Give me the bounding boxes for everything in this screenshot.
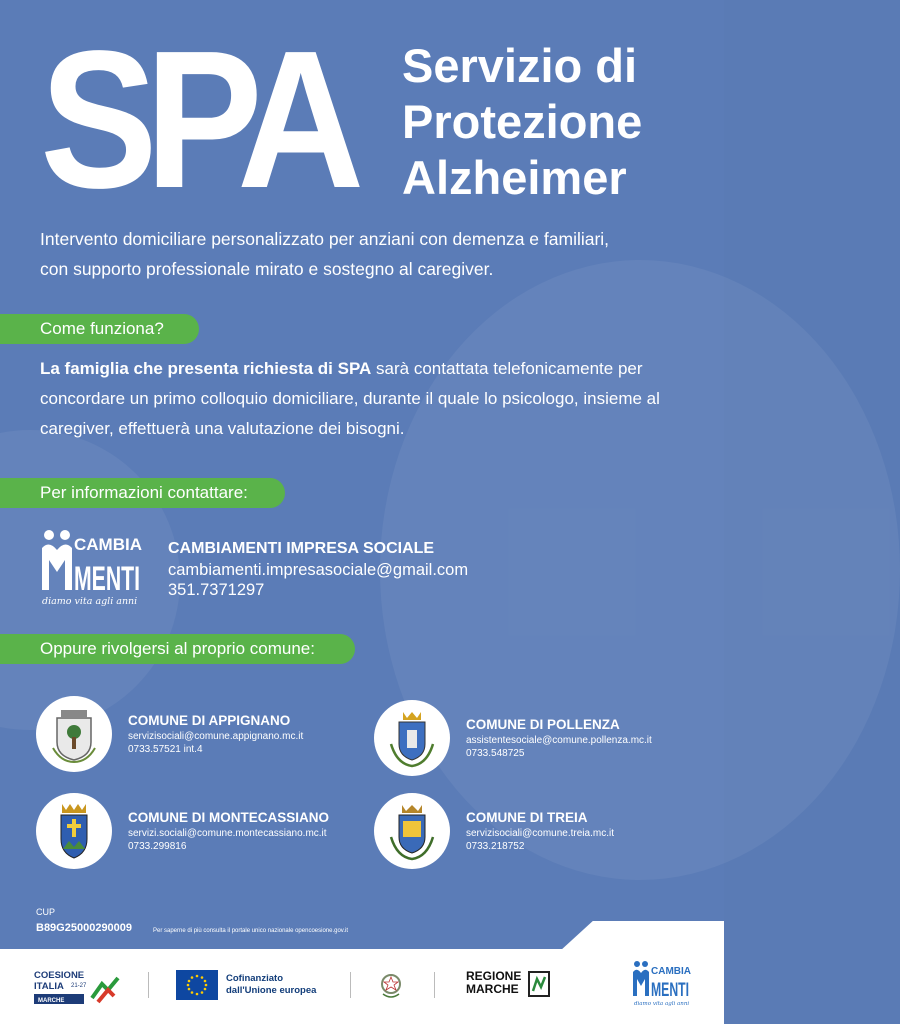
pollenza-crest-icon: [374, 700, 450, 776]
eu-line1: Cofinanziato: [226, 973, 283, 984]
coesione-region: MARCHE: [38, 998, 65, 1004]
how-it-works-label: Come funziona?: [0, 314, 199, 344]
logo-word1: CAMBIA: [74, 535, 142, 554]
logo-tagline: diamo vita agli anni: [42, 596, 138, 607]
regione-marche-emblem-icon: [528, 971, 550, 997]
cambiamenti-logo: [40, 528, 150, 608]
footer-divider: [350, 972, 351, 998]
comune-appignano: [36, 696, 303, 772]
how-rest-text: sarà contattata telefonicamente per concordare un primo colloquio domiciliare, durante il quale lo psicologo, insieme al caregiver, effettuerà una valutazione dei bisogni.: [40, 359, 660, 438]
cup-note: Per saperne di più consulta il portale unico nazionale opencoesione.gov.it: [153, 928, 349, 934]
italian-republic-emblem-icon: [378, 970, 404, 1000]
cambiamenti-footer-logo: [632, 960, 692, 1008]
footer-divider: [148, 972, 149, 998]
cm-footer-word1: CAMBIA: [651, 966, 691, 977]
comune-name: COMUNE DI TREIA: [466, 810, 588, 825]
regione-marche-logo: [466, 970, 521, 996]
intro-line: Intervento domiciliare personalizzato per anziani con demenza e familiari,: [40, 229, 610, 249]
page-title: [402, 38, 712, 206]
coesione-italia-logo: [34, 968, 144, 1006]
comune-email[interactable]: assistentesociale@comune.pollenza.mc.it: [466, 735, 652, 746]
title-line: Alzheimer: [402, 151, 627, 204]
comune-phone[interactable]: 0733.57521 int.4: [128, 744, 203, 755]
regione-line1: REGIONE: [466, 969, 522, 983]
comune-pollenza: [374, 700, 652, 776]
eu-flag-icon: [176, 970, 218, 1000]
cup-code: B89G25000290009: [36, 922, 133, 934]
coesione-years: 21-27: [71, 983, 87, 989]
intro-line: con supporto professionale mirato e sostegno al caregiver.: [40, 259, 494, 279]
intro-text: [40, 224, 700, 284]
contact-phone[interactable]: 351.7371297: [168, 581, 265, 599]
how-it-works-text: [40, 354, 700, 444]
title-line: Servizio di: [402, 39, 638, 92]
spa-logo: SPA: [40, 10, 352, 229]
comune-email[interactable]: servizisociali@comune.treia.mc.it: [466, 828, 614, 839]
cm-footer-tagline: diamo vita agli anni: [634, 1001, 690, 1007]
comune-montecassiano: [36, 793, 329, 869]
coesione-line1: COESIONE: [34, 970, 85, 981]
comune-email[interactable]: servizisociali@comune.appignano.mc.it: [128, 731, 304, 742]
info-label: Per informazioni contattare:: [0, 478, 285, 508]
comune-phone[interactable]: 0733.299816: [128, 841, 187, 852]
regione-line2: MARCHE: [466, 982, 519, 996]
coesione-line2: ITALIA: [34, 981, 64, 992]
comune-email[interactable]: servizi.sociali@comune.montecassiano.mc.it: [128, 828, 327, 839]
comune-phone[interactable]: 0733.548725: [466, 748, 525, 759]
contact-email[interactable]: cambiamenti.impresasociale@gmail.com: [168, 561, 469, 579]
title-line: Protezione: [402, 95, 643, 148]
comuni-label: Oppure rivolgersi al proprio comune:: [0, 634, 355, 664]
eu-line2: dall'Unione europea: [226, 985, 317, 996]
footer-tab: [560, 921, 724, 951]
cm-footer-word2: MENTI: [651, 980, 689, 1001]
footer-divider: [434, 972, 435, 998]
how-bold-text: La famiglia che presenta richiesta di SPA: [40, 359, 372, 378]
comune-name: COMUNE DI MONTECASSIANO: [128, 810, 330, 825]
org-name: CAMBIAMENTI IMPRESA SOCIALE: [168, 540, 435, 557]
comune-phone[interactable]: 0733.218752: [466, 841, 525, 852]
treia-crest-icon: [374, 793, 450, 869]
comune-name: COMUNE DI APPIGNANO: [128, 713, 291, 728]
logo-word2: MENTI: [74, 560, 140, 598]
appignano-crest-icon: [36, 696, 112, 772]
comune-name: COMUNE DI POLLENZA: [466, 717, 620, 732]
contact-block: [168, 538, 468, 600]
eu-cofinanced-logo: [176, 970, 316, 1000]
comune-treia: [374, 793, 614, 869]
cup-block: [36, 906, 349, 934]
cup-label: CUP: [36, 907, 56, 917]
montecassiano-crest-icon: [36, 793, 112, 869]
